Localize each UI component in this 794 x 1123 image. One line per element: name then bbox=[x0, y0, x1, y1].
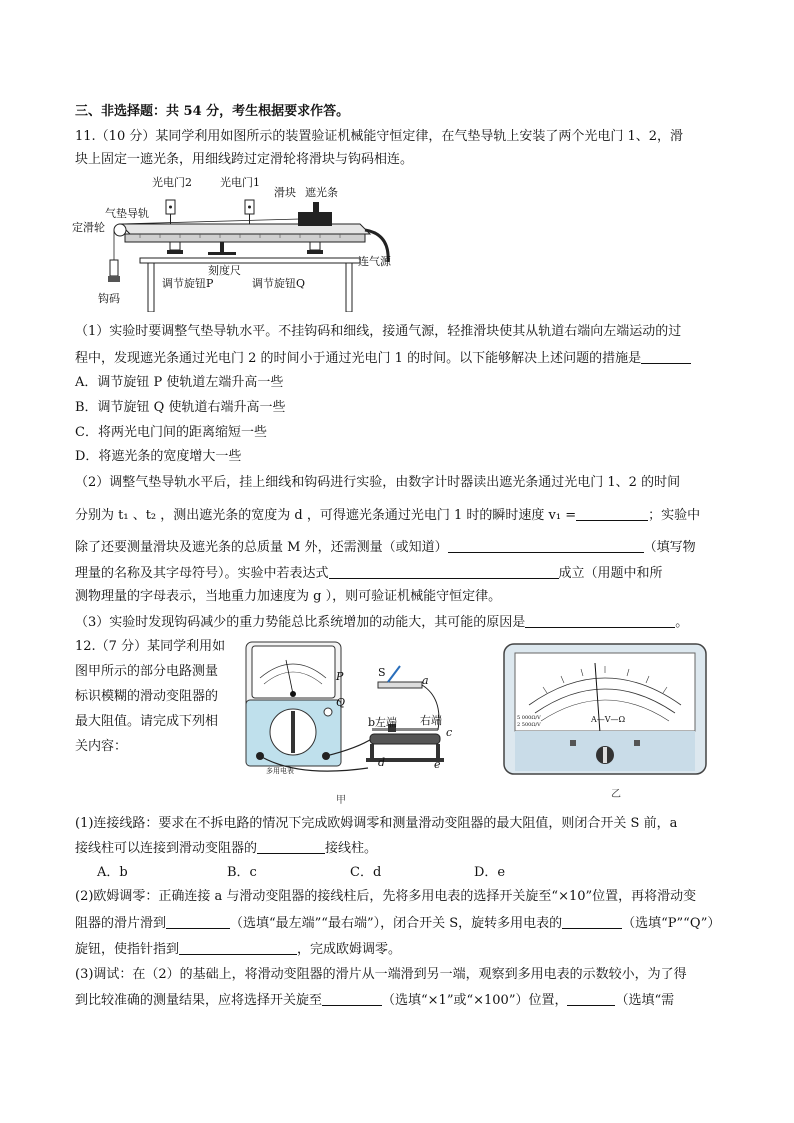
q12-s1-line2 bbox=[75, 839, 377, 858]
q11-p1-line2 bbox=[75, 349, 691, 368]
label-gate2: 光电门2 bbox=[152, 176, 192, 189]
q12-s1-option-d: D．e bbox=[474, 865, 506, 880]
label-strip: 遮光条 bbox=[305, 186, 338, 199]
label-q: Q bbox=[336, 696, 346, 709]
q11-intro-line1: 11.（10 分）某同学利用如图所示的装置验证机械能守恒定律，在气垫导轨上安装了两个光电门 1、2，滑 bbox=[75, 129, 684, 144]
label-slider: 滑块 bbox=[274, 186, 296, 199]
label-b-left: b左端 bbox=[368, 716, 398, 729]
q11-p2-line2 bbox=[75, 506, 700, 525]
answer-blank[interactable] bbox=[567, 991, 615, 1006]
answer-blank[interactable] bbox=[257, 839, 325, 854]
label-d: d bbox=[378, 756, 386, 769]
q12-s1-line2-text: 接线柱可以连接到滑动变阻器的 bbox=[75, 841, 258, 856]
q11-option-d: D．将遮光条的宽度增大一些 bbox=[75, 449, 242, 464]
answer-blank[interactable] bbox=[525, 613, 675, 628]
label-right: 右端 bbox=[420, 714, 442, 727]
q12-intro-line1: 12.（7 分）某同学利用如 bbox=[75, 639, 226, 654]
answer-blank[interactable] bbox=[329, 564, 559, 579]
q11-p1-line1: （1）实验时要调整气垫导轨水平。不挂钩码和细线，接通气源，轻推滑块使其从轨道右端向左端运动的过 bbox=[75, 324, 682, 339]
label-rail: 气垫导轨 bbox=[105, 207, 149, 220]
q12-s3-line1: (3)调试：在（2）的基础上，将滑动变阻器的滑片从一端滑到另一端，观察到多用电表的示数较小，为了得 bbox=[75, 967, 687, 982]
label-p: P bbox=[336, 670, 344, 683]
q12-s2-line2-tail: （选填“P”“Q”） bbox=[622, 916, 721, 931]
q11-option-a: A．调节旋钮 P 使轨道左端升高一些 bbox=[75, 375, 284, 390]
caption-yi: 乙 bbox=[611, 789, 621, 800]
q11-p3-text: （3）实验时发现钩码减少的重力势能总比系统增加的动能大，其可能的原因是 bbox=[75, 615, 526, 630]
label-e: e bbox=[434, 758, 441, 771]
q12-s2-line3-tail: ，完成欧姆调零。 bbox=[297, 942, 402, 957]
q11-intro-line2: 块上固定一遮光条，用细线跨过定滑轮将滑块与钩码相连。 bbox=[75, 152, 414, 167]
label-knob-q: 调节旋钮Q bbox=[252, 277, 306, 290]
q12-s1-line1: (1)连接线路：要求在不拆电路的情况下完成欧姆调零和测量滑动变阻器的最大阻值，则闭合开关 S 前，a bbox=[75, 816, 678, 831]
q12-s3-line2-text: 到比较准确的测量结果，应将选择开关旋至 bbox=[75, 993, 323, 1008]
q12-s2-line3-text: 旋钮，使指针指到 bbox=[75, 942, 180, 957]
air-track-diagram bbox=[70, 172, 410, 312]
meter-face-diagram bbox=[503, 643, 707, 777]
figure-jia bbox=[238, 638, 458, 806]
q11-p2-line1: （2）调整气垫导轨水平后，挂上细线和钩码进行实验，由数字计时器读出遮光条通过光电门 1、2 的时间 bbox=[75, 475, 681, 490]
label-meter: 多用电表 bbox=[266, 767, 294, 775]
q12-intro-line2: 图甲所示的部分电路测量 bbox=[75, 664, 219, 679]
answer-blank[interactable] bbox=[448, 538, 644, 553]
q11-p2-line2-tail: ；实验中 bbox=[648, 508, 701, 523]
label-s: S bbox=[378, 666, 386, 679]
q12-s3-line2 bbox=[75, 991, 674, 1010]
q12-intro-line5: 关内容： bbox=[75, 739, 128, 754]
figure-yi bbox=[503, 643, 707, 798]
q11-option-b: B．调节旋钮 Q 使轨道右端升高一些 bbox=[75, 400, 286, 415]
label-ruler: 刻度尺 bbox=[208, 264, 241, 277]
q11-p2-line4-tail: 成立（用题中和所 bbox=[558, 566, 663, 581]
q11-p2-line3-tail: （填写物 bbox=[643, 540, 696, 555]
q12-s2-line3 bbox=[75, 940, 401, 959]
q12-s2-line2-mid: （选填“最左端”“最右端”），闭合开关 S，旋转多用电表的 bbox=[230, 916, 563, 931]
q11-p1-line2-text: 程中，发现遮光条通过光电门 2 的时间小于通过光电门 1 的时间。以下能够解决上述问题的措施是 bbox=[75, 351, 642, 366]
q11-p2-line3-text: 除了还要测量滑块及遮光条的总质量 M 外，还需测量（或知道） bbox=[75, 540, 448, 555]
answer-blank[interactable] bbox=[322, 991, 382, 1006]
q12-s2-line1: (2)欧姆调零：正确连接 a 与滑动变阻器的接线柱后，先将多用电表的选择开关旋至“×10”位置，再将滑动变 bbox=[75, 889, 697, 904]
q11-p2-line3 bbox=[75, 538, 696, 557]
q12-intro-line3: 标识模糊的滑动变阻器的 bbox=[75, 689, 219, 704]
label-pulley: 定滑轮 bbox=[72, 221, 105, 234]
section-title: 三、非选择题：共 54 分，考生根据要求作答。 bbox=[75, 104, 350, 119]
label-knob-p: 调节旋钮P bbox=[162, 277, 214, 290]
q12-intro-line4: 最大阻值。请完成下列相 bbox=[75, 714, 219, 729]
q11-p2-line4-text: 理量的名称及其字母符号）。实验中若表达式 bbox=[75, 566, 329, 581]
answer-blank[interactable] bbox=[166, 914, 230, 929]
q12-s1-option-a: A．b bbox=[97, 865, 128, 880]
q12-s1-line2-tail: 接线柱。 bbox=[325, 841, 378, 856]
q11-p3 bbox=[75, 613, 688, 632]
caption-jia: 甲 bbox=[336, 795, 346, 806]
label-a: a bbox=[422, 674, 429, 687]
dial-small-1: 5 000Ω/V bbox=[517, 715, 541, 721]
label-gate1: 光电门1 bbox=[220, 176, 260, 189]
dial-label: A—V—Ω bbox=[591, 715, 626, 724]
q12-s1-option-b: B．c bbox=[227, 865, 257, 880]
air-track-figure bbox=[70, 172, 410, 312]
label-c: c bbox=[446, 726, 453, 739]
answer-blank[interactable] bbox=[562, 914, 622, 929]
q12-s3-line2-mid: （选填“×1”或“×100”）位置， bbox=[382, 993, 568, 1008]
q11-p2-line2-text: 分别为 t₁ 、t₂ ，测出遮光条的宽度为 d ，可得遮光条通过光电门 1 时的瞬时速度 v₁ = bbox=[75, 508, 577, 523]
q11-p3-tail: 。 bbox=[675, 615, 689, 630]
answer-blank[interactable] bbox=[641, 349, 691, 364]
q11-p2-line4 bbox=[75, 564, 663, 583]
q11-p2-line5: 测物理量的字母表示，当地重力加速度为 g ），则可验证机械能守恒定律。 bbox=[75, 589, 502, 604]
answer-blank[interactable] bbox=[179, 940, 297, 955]
q11-option-c: C．将两光电门间的距离缩短一些 bbox=[75, 425, 267, 440]
label-weight: 钩码 bbox=[98, 292, 120, 305]
q12-s2-line2-text: 阻器的滑片滑到 bbox=[75, 916, 167, 931]
dial-small-2: 2 500Ω/V bbox=[517, 722, 541, 728]
answer-blank[interactable] bbox=[576, 506, 648, 521]
q12-s1-option-c: C．d bbox=[350, 865, 382, 880]
label-air-source: 连气源 bbox=[358, 255, 391, 268]
q12-s2-line2 bbox=[75, 914, 720, 933]
q12-s3-line2-tail: （选填“需 bbox=[615, 993, 675, 1008]
